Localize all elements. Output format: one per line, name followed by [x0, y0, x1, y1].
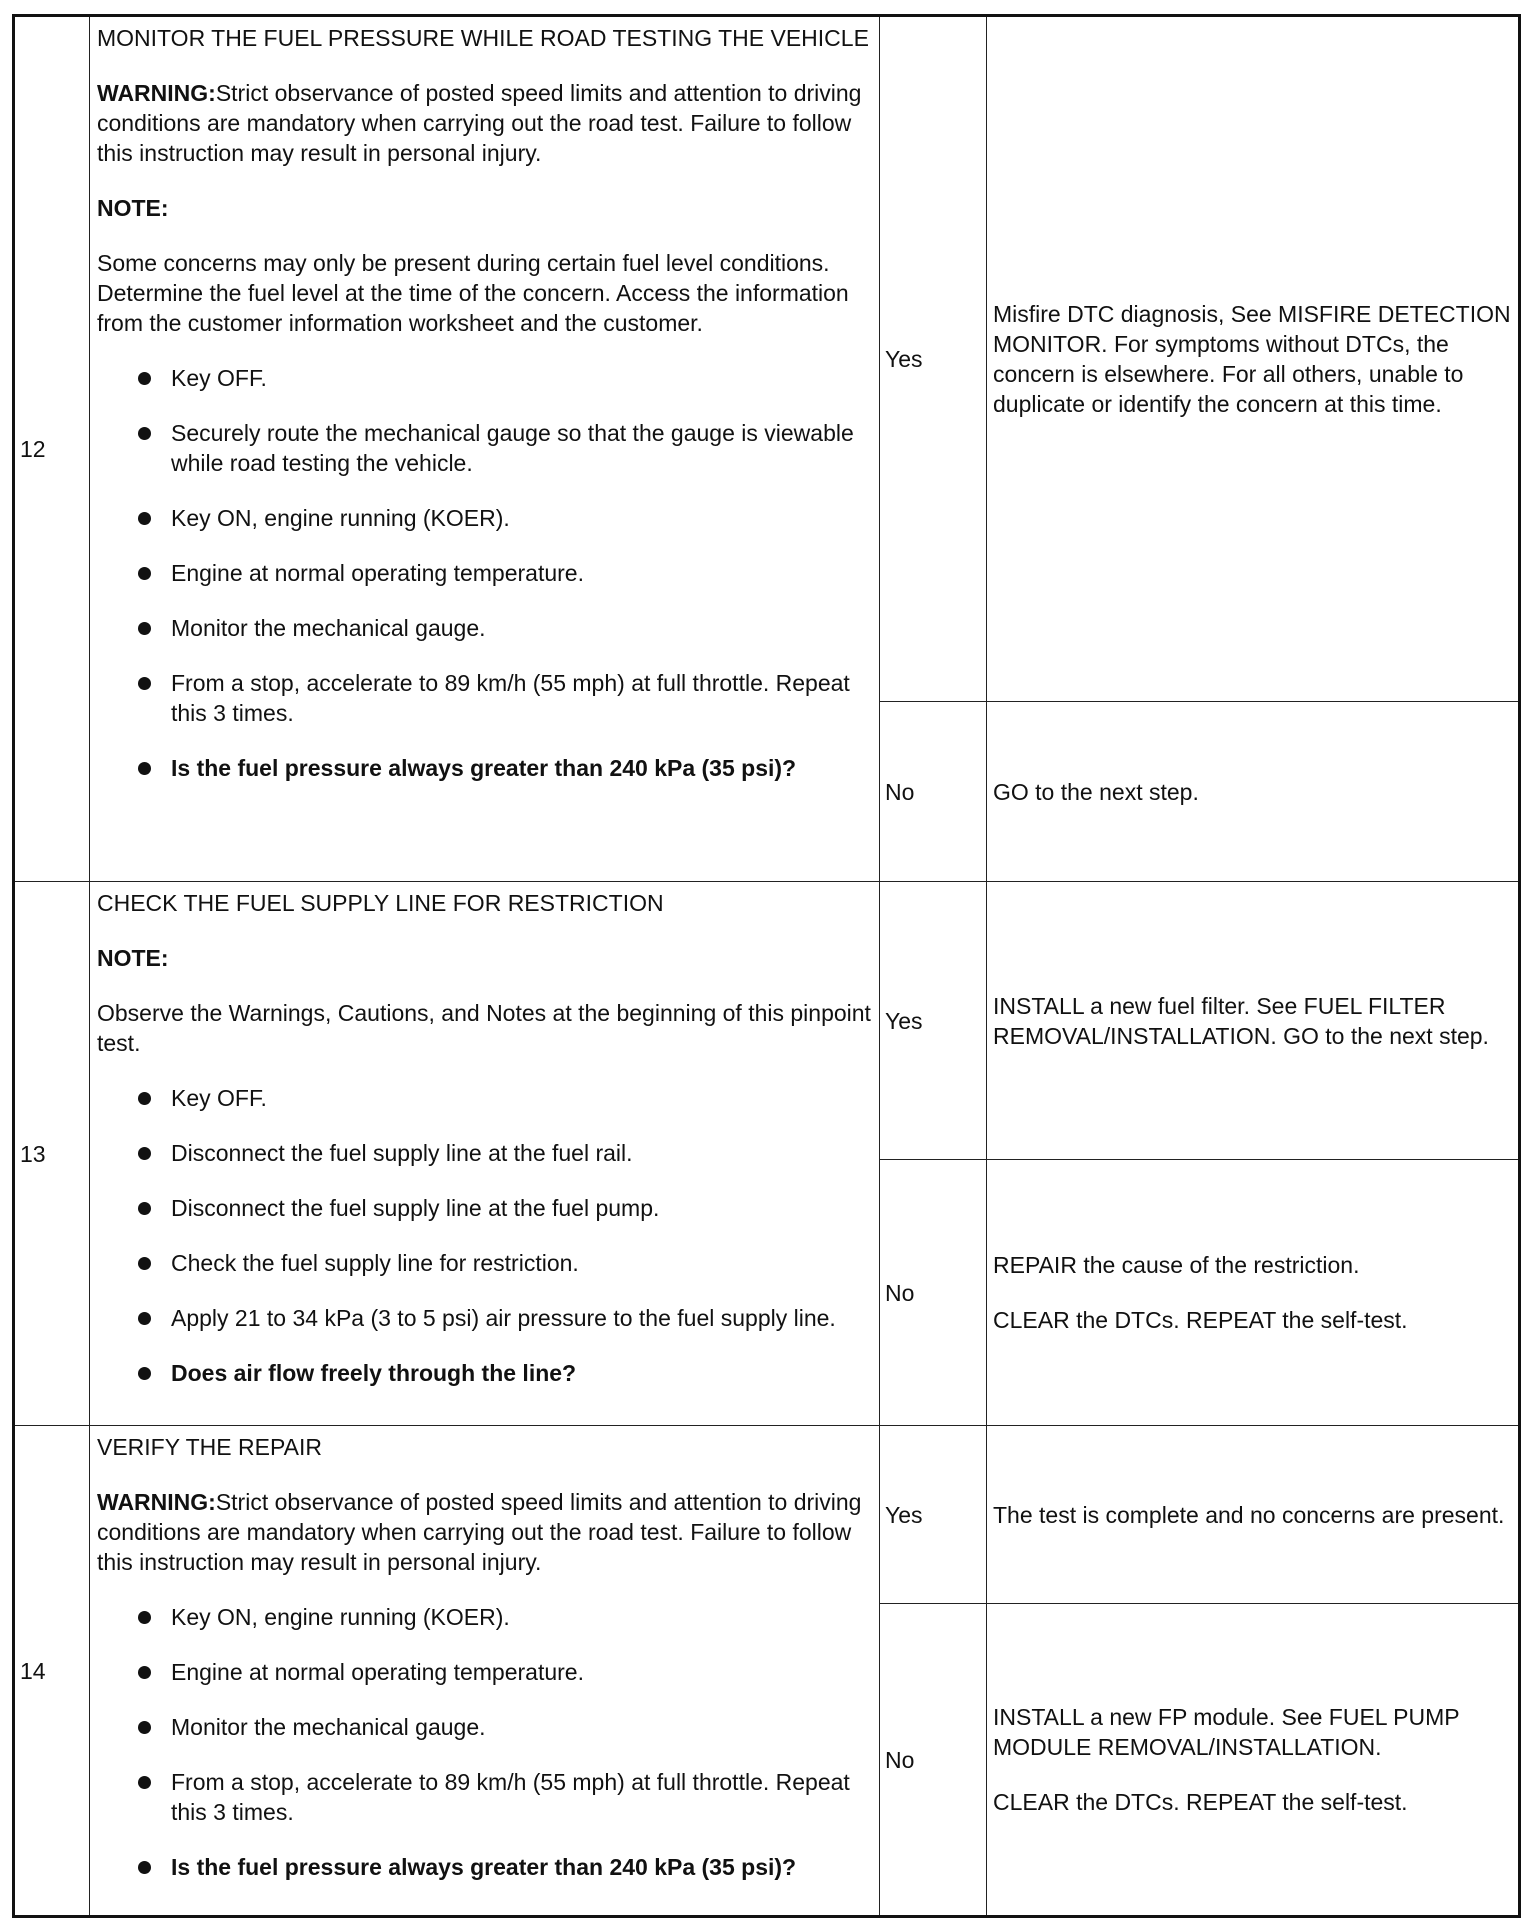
yes-label: Yes	[880, 882, 987, 1160]
yes-result	[987, 882, 1520, 1160]
no-result-text-1: REPAIR the cause of the restriction.	[993, 1252, 1360, 1278]
step-question: Does air flow freely through the line?	[97, 1358, 871, 1388]
list-item: Engine at normal operating temperature.	[97, 1657, 871, 1687]
step-number: 14	[14, 1426, 90, 1917]
note-label: NOTE:	[97, 945, 169, 971]
yes-result	[987, 1426, 1520, 1604]
list-item: Securely route the mechanical gauge so that the gauge is viewable while road testing the vehicle.	[97, 418, 871, 478]
no-result	[987, 702, 1520, 882]
warning-text: Strict observance of posted speed limits and attention to driving conditions are mandatory when carrying out the road test. Failure to follow this instruction may result in personal injury.	[97, 80, 862, 166]
step-13-action	[90, 882, 880, 1426]
list-item: Disconnect the fuel supply line at the fuel rail.	[97, 1138, 871, 1168]
yes-result-text: INSTALL a new fuel filter. See FUEL FILTER REMOVAL/INSTALLATION. GO to the next step.	[993, 992, 1489, 1049]
step-question: Is the fuel pressure always greater than 240 kPa (35 psi)?	[97, 1852, 871, 1882]
warning-label: WARNING:	[97, 1489, 216, 1515]
yes-label: Yes	[880, 1426, 987, 1604]
list-item: From a stop, accelerate to 89 km/h (55 mph) at full throttle. Repeat this 3 times.	[97, 1767, 871, 1827]
step-question: Is the fuel pressure always greater than 240 kPa (35 psi)?	[97, 753, 871, 783]
step-title: MONITOR THE FUEL PRESSURE WHILE ROAD TESTING THE VEHICLE	[97, 25, 869, 51]
step-title: VERIFY THE REPAIR	[97, 1434, 322, 1460]
note-label: NOTE:	[97, 195, 169, 221]
no-result	[987, 1160, 1520, 1426]
step-14-bullets	[97, 1602, 871, 1882]
list-item: Disconnect the fuel supply line at the fuel pump.	[97, 1193, 871, 1223]
list-item: From a stop, accelerate to 89 km/h (55 mph) at full throttle. Repeat this 3 times.	[97, 668, 871, 728]
step-12-yes-row	[14, 16, 1520, 702]
warning-paragraph	[97, 78, 871, 168]
step-14-action	[90, 1426, 880, 1917]
yes-result	[987, 16, 1520, 702]
list-item: Apply 21 to 34 kPa (3 to 5 psi) air pressure to the fuel supply line.	[97, 1303, 871, 1333]
list-item: Key ON, engine running (KOER).	[97, 503, 871, 533]
step-number: 12	[14, 16, 90, 882]
note-text: Some concerns may only be present during certain fuel level conditions. Determine the fuel level at the time of the concern. Access the information from the customer information worksheet and the customer.	[97, 250, 849, 336]
step-12-bullets	[97, 363, 871, 783]
no-result-text-2: CLEAR the DTCs. REPEAT the self-test.	[993, 1789, 1408, 1815]
yes-label: Yes	[880, 16, 987, 702]
no-label: No	[880, 1604, 987, 1917]
yes-result-text: The test is complete and no concerns are present.	[993, 1501, 1505, 1528]
no-result-text-2: CLEAR the DTCs. REPEAT the self-test.	[993, 1307, 1408, 1333]
warning-paragraph	[97, 1487, 871, 1577]
no-result-text-1: INSTALL a new FP module. See FUEL PUMP MODULE REMOVAL/INSTALLATION.	[993, 1704, 1460, 1760]
no-label: No	[880, 1160, 987, 1426]
list-item: Key OFF.	[97, 1083, 871, 1113]
yes-result-text: Misfire DTC diagnosis, See MISFIRE DETECTION MONITOR. For symptoms without DTCs, the concern is elsewhere. For all others, unable to duplicate or identify the concern at this time.	[993, 301, 1511, 417]
note-text: Observe the Warnings, Cautions, and Notes at the beginning of this pinpoint test.	[97, 1000, 871, 1056]
list-item: Engine at normal operating temperature.	[97, 558, 871, 588]
warning-label: WARNING:	[97, 80, 216, 106]
list-item: Key ON, engine running (KOER).	[97, 1602, 871, 1632]
list-item: Monitor the mechanical gauge.	[97, 613, 871, 643]
step-13-bullets	[97, 1083, 871, 1388]
pinpoint-test-table	[12, 14, 1521, 1918]
no-result	[987, 1604, 1520, 1917]
step-title: CHECK THE FUEL SUPPLY LINE FOR RESTRICTION	[97, 890, 664, 916]
no-label: No	[880, 702, 987, 882]
list-item: Monitor the mechanical gauge.	[97, 1712, 871, 1742]
step-number: 13	[14, 882, 90, 1426]
step-12-action	[90, 16, 880, 882]
list-item: Check the fuel supply line for restriction.	[97, 1248, 871, 1278]
no-result-text: GO to the next step.	[993, 778, 1199, 805]
step-14-yes-row	[14, 1426, 1520, 1604]
step-13-yes-row	[14, 882, 1520, 1160]
warning-text: Strict observance of posted speed limits and attention to driving conditions are mandatory when carrying out the road test. Failure to follow this instruction may result in personal injury.	[97, 1489, 862, 1575]
list-item: Key OFF.	[97, 363, 871, 393]
